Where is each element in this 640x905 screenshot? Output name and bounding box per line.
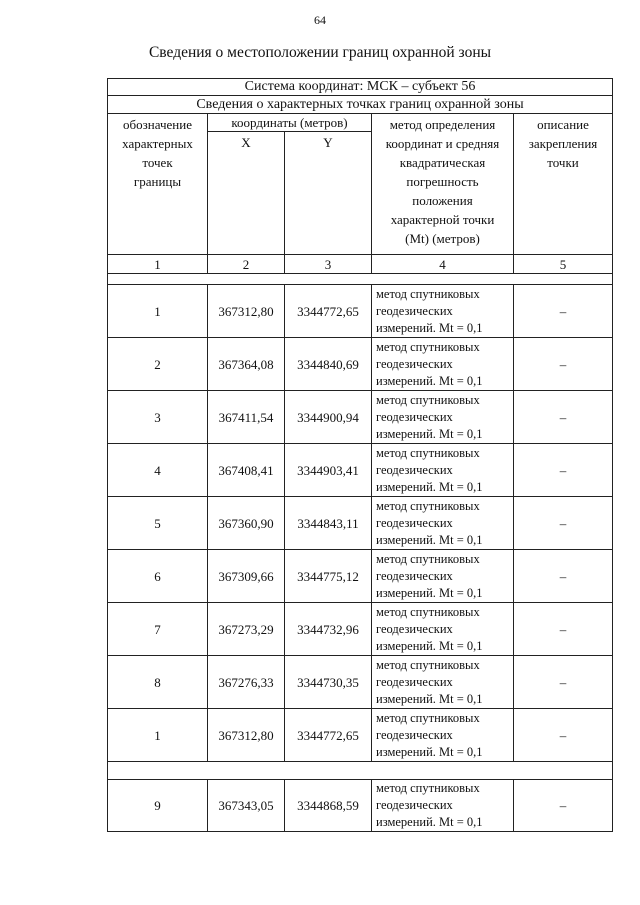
coord-x: 367273,29 <box>208 603 285 656</box>
column-number: 1 <box>108 255 208 274</box>
header-method-line: характерной точки <box>390 212 495 227</box>
table-row <box>108 709 613 762</box>
header-designation-line: границы <box>133 174 182 189</box>
coord-y: 3344772,65 <box>285 709 372 762</box>
method-line: геодезических <box>376 356 453 371</box>
method-line: геодезических <box>376 727 453 742</box>
header-description <box>514 114 613 255</box>
document-title: Сведения о местоположении границ охранной зоны <box>148 44 492 61</box>
method-line: измерений. Mt = 0,1 <box>376 744 483 759</box>
header-method <box>372 114 514 255</box>
method-line: геодезических <box>376 568 453 583</box>
description-cell: – <box>514 444 613 497</box>
method-line: измерений. Mt = 0,1 <box>376 638 483 653</box>
coord-y: 3344903,41 <box>285 444 372 497</box>
header-description-line: точки <box>547 155 579 170</box>
description-cell: – <box>514 285 613 338</box>
boundary-points-table <box>107 78 613 832</box>
header-description-line: описание <box>537 117 589 132</box>
coord-y: 3344840,69 <box>285 338 372 391</box>
points-section-header: Сведения о характерных точках границ охранной зоны <box>108 96 613 114</box>
method-line: измерений. Mt = 0,1 <box>376 815 483 829</box>
method-line: метод спутниковых <box>376 339 480 354</box>
column-number: 2 <box>208 255 285 274</box>
method-cell <box>372 444 514 497</box>
spacer-row <box>108 762 613 780</box>
method-line: геодезических <box>376 303 453 318</box>
table-row <box>108 603 613 656</box>
header-method-line: положения <box>412 193 473 208</box>
header-y: Y <box>285 132 372 255</box>
header-designation-line: точек <box>142 155 173 170</box>
method-cell <box>372 709 514 762</box>
description-cell: – <box>514 497 613 550</box>
point-id: 4 <box>108 444 208 497</box>
description-cell: – <box>514 550 613 603</box>
coord-y: 3344843,11 <box>285 497 372 550</box>
column-number: 5 <box>514 255 613 274</box>
coord-y: 3344900,94 <box>285 391 372 444</box>
description-cell: – <box>514 603 613 656</box>
method-line: метод спутниковых <box>376 286 480 301</box>
header-designation-line: обозначение <box>123 117 192 132</box>
method-cell <box>372 338 514 391</box>
coord-x: 367312,80 <box>208 709 285 762</box>
header-method-line: погрешность <box>406 174 479 189</box>
method-line: измерений. Mt = 0,1 <box>376 532 483 547</box>
method-cell <box>372 391 514 444</box>
header-method-line: координат и средняя <box>385 136 500 151</box>
table-row <box>108 444 613 497</box>
coord-x: 367364,08 <box>208 338 285 391</box>
method-line: метод спутниковых <box>376 445 480 460</box>
table-row <box>108 656 613 709</box>
coord-y: 3344775,12 <box>285 550 372 603</box>
column-number: 3 <box>285 255 372 274</box>
column-numbers-row <box>108 255 613 274</box>
method-line: измерений. Mt = 0,1 <box>376 585 483 600</box>
method-line: геодезических <box>376 515 453 530</box>
description-cell: – <box>514 656 613 709</box>
method-cell <box>372 780 514 832</box>
method-line: геодезических <box>376 798 453 812</box>
method-line: измерений. Mt = 0,1 <box>376 320 483 335</box>
header-description-line: закрепления <box>528 136 598 151</box>
method-line: метод спутниковых <box>376 551 480 566</box>
method-line: геодезических <box>376 621 453 636</box>
method-line: метод спутниковых <box>376 604 480 619</box>
table-row <box>108 780 613 832</box>
method-line: метод спутниковых <box>376 781 480 795</box>
method-line: метод спутниковых <box>376 498 480 513</box>
point-id: 2 <box>108 338 208 391</box>
method-line: метод спутниковых <box>376 657 480 672</box>
method-line: геодезических <box>376 674 453 689</box>
method-line: измерений. Mt = 0,1 <box>376 426 483 441</box>
table-row <box>108 338 613 391</box>
page-number: 64 <box>314 13 326 27</box>
description-cell: – <box>514 780 613 832</box>
method-line: геодезических <box>376 409 453 424</box>
coord-y: 3344868,59 <box>285 780 372 832</box>
table-row <box>108 391 613 444</box>
coord-x: 367309,66 <box>208 550 285 603</box>
header-x: X <box>208 132 285 255</box>
description-cell: – <box>514 709 613 762</box>
method-line: метод спутниковых <box>376 710 480 725</box>
header-designation <box>108 114 208 255</box>
coord-y: 3344772,65 <box>285 285 372 338</box>
point-id: 1 <box>108 285 208 338</box>
method-line: метод спутниковых <box>376 392 480 407</box>
header-designation-line: характерных <box>122 136 193 151</box>
point-id: 7 <box>108 603 208 656</box>
coord-x: 367276,33 <box>208 656 285 709</box>
coordinate-system-header: Система координат: МСК – субъект 56 <box>108 79 613 96</box>
point-id: 1 <box>108 709 208 762</box>
description-cell: – <box>514 391 613 444</box>
point-id: 9 <box>108 780 208 832</box>
method-line: измерений. Mt = 0,1 <box>376 691 483 706</box>
method-cell <box>372 550 514 603</box>
spacer-row <box>108 274 613 285</box>
point-id: 6 <box>108 550 208 603</box>
method-line: геодезических <box>376 462 453 477</box>
method-cell <box>372 603 514 656</box>
method-cell <box>372 497 514 550</box>
table-row <box>108 550 613 603</box>
coord-x: 367343,05 <box>208 780 285 832</box>
method-cell <box>372 656 514 709</box>
method-line: измерений. Mt = 0,1 <box>376 373 483 388</box>
table-row <box>108 285 613 338</box>
coord-y: 3344730,35 <box>285 656 372 709</box>
description-cell: – <box>514 338 613 391</box>
header-method-line: квадратическая <box>399 155 486 170</box>
coord-y: 3344732,96 <box>285 603 372 656</box>
point-id: 5 <box>108 497 208 550</box>
method-cell <box>372 285 514 338</box>
coord-x: 367408,41 <box>208 444 285 497</box>
coord-x: 367312,80 <box>208 285 285 338</box>
coord-x: 367411,54 <box>208 391 285 444</box>
table-row <box>108 497 613 550</box>
point-id: 3 <box>108 391 208 444</box>
column-number: 4 <box>372 255 514 274</box>
header-coordinates: координаты (метров) <box>208 114 372 132</box>
header-method-line: (Mt) (метров) <box>405 231 480 246</box>
coord-x: 367360,90 <box>208 497 285 550</box>
point-id: 8 <box>108 656 208 709</box>
header-method-line: метод определения <box>389 117 496 132</box>
method-line: измерений. Mt = 0,1 <box>376 479 483 494</box>
